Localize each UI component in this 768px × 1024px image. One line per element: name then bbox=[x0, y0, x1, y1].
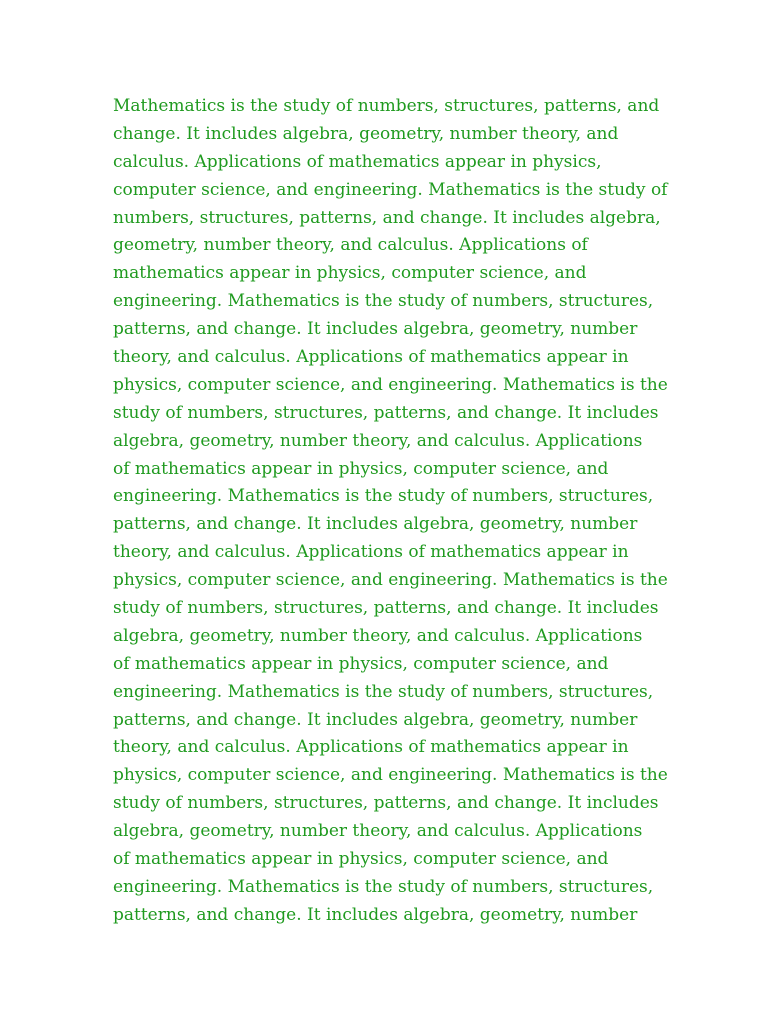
text-line: theory, and calculus. Applications of mathematics appear in bbox=[113, 347, 629, 368]
text-line: study of numbers, structures, patterns, and change. It includes bbox=[113, 793, 659, 814]
text-line: change. It includes algebra, geometry, number theory, and bbox=[113, 123, 619, 144]
text-line: physics, computer science, and engineering. Mathematics is the bbox=[113, 374, 668, 395]
text-line: patterns, and change. It includes algebra, geometry, number bbox=[113, 904, 638, 925]
text-line: physics, computer science, and engineering. Mathematics is the bbox=[113, 765, 668, 786]
text-line: numbers, structures, patterns, and change. It includes algebra, bbox=[113, 207, 661, 228]
text-line: geometry, number theory, and calculus. Applications of bbox=[113, 235, 588, 256]
text-line: algebra, geometry, number theory, and calculus. Applications bbox=[113, 625, 643, 646]
text-line: patterns, and change. It includes algebra, geometry, number bbox=[113, 514, 638, 535]
text-line: engineering. Mathematics is the study of numbers, structures, bbox=[113, 486, 654, 507]
text-line: theory, and calculus. Applications of mathematics appear in bbox=[113, 737, 629, 758]
text-line: engineering. Mathematics is the study of numbers, structures, bbox=[113, 681, 654, 702]
text-line: of mathematics appear in physics, computer science, and bbox=[113, 849, 609, 870]
text-line: algebra, geometry, number theory, and calculus. Applications bbox=[113, 821, 643, 842]
text-line: study of numbers, structures, patterns, and change. It includes bbox=[113, 598, 659, 619]
text-line: of mathematics appear in physics, computer science, and bbox=[113, 458, 609, 479]
text-line: mathematics appear in physics, computer science, and bbox=[113, 263, 587, 284]
text-line: computer science, and engineering. Mathematics is the study of bbox=[113, 179, 668, 200]
text-line: patterns, and change. It includes algebra, geometry, number bbox=[113, 709, 638, 730]
text-line: theory, and calculus. Applications of mathematics appear in bbox=[113, 542, 629, 563]
text-line: patterns, and change. It includes algebra, geometry, number bbox=[113, 319, 638, 340]
text-line: Mathematics is the study of numbers, structures, patterns, and bbox=[113, 96, 660, 116]
text-line: study of numbers, structures, patterns, and change. It includes bbox=[113, 402, 659, 423]
text-line: of mathematics appear in physics, computer science, and bbox=[113, 653, 609, 674]
body-paragraph bbox=[113, 93, 673, 930]
text-line: algebra, geometry, number theory, and calculus. Applications bbox=[113, 430, 643, 451]
text-line: engineering. Mathematics is the study of numbers, structures, bbox=[113, 291, 654, 312]
text-line: engineering. Mathematics is the study of numbers, structures, bbox=[113, 876, 654, 897]
text-line: physics, computer science, and engineering. Mathematics is the bbox=[113, 570, 668, 591]
text-line: calculus. Applications of mathematics appear in physics, bbox=[113, 151, 602, 172]
